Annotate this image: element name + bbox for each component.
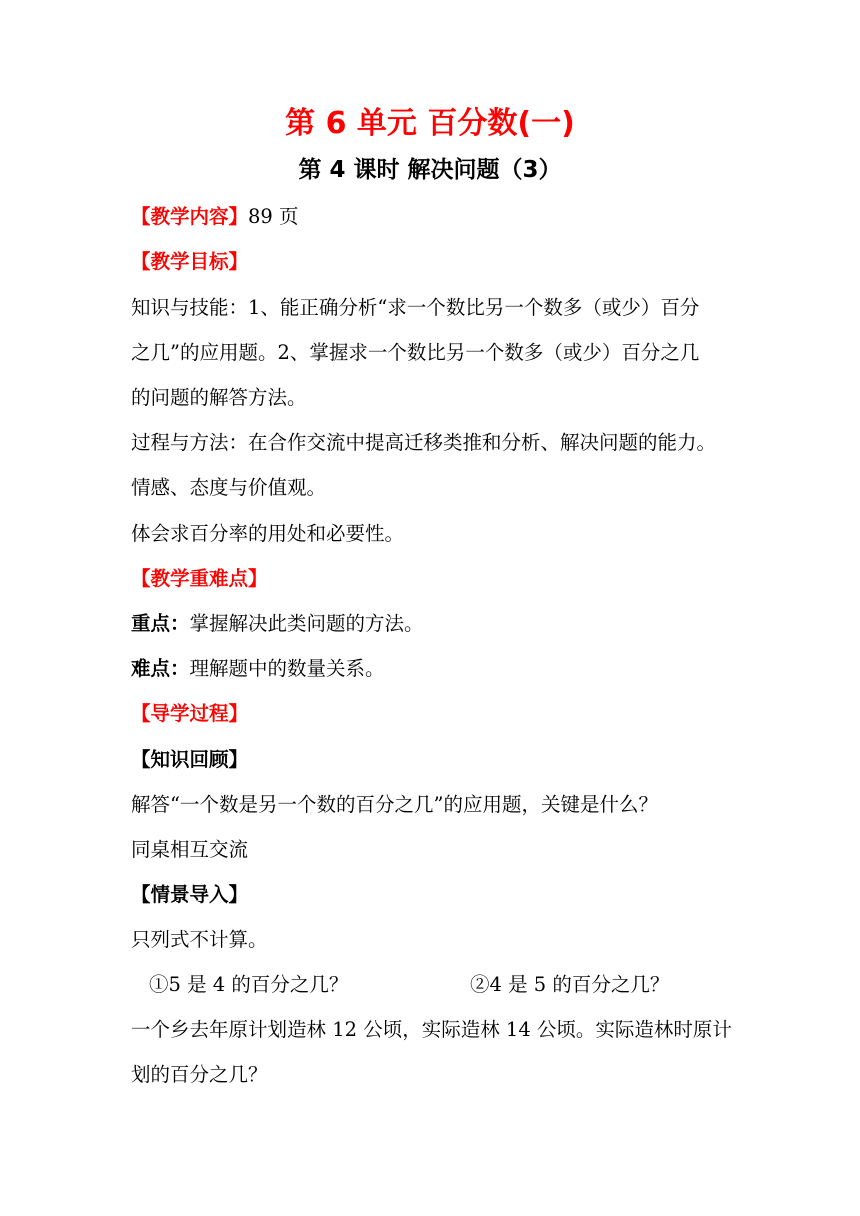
objectives-heading: 【教学目标】 bbox=[131, 250, 249, 273]
key-point-row bbox=[131, 608, 731, 640]
content-row bbox=[131, 201, 731, 233]
difficulty-text: 理解题中的数量关系。 bbox=[189, 657, 385, 680]
process-heading: 【导学过程】 bbox=[131, 702, 249, 725]
objectives-row bbox=[131, 246, 731, 278]
question-two: ②4 是 5 的百分之几？ bbox=[470, 973, 670, 996]
review-heading: 【知识回顾】 bbox=[131, 748, 249, 771]
key-point-label: 重点： bbox=[131, 612, 190, 635]
difficulty-row bbox=[131, 653, 731, 685]
unit-title: 第 6 单元 百分数(一) bbox=[285, 106, 575, 141]
objective-line: 的问题的解答方法。 bbox=[131, 386, 307, 409]
objective-line: 情感、态度与价值观。 bbox=[131, 476, 327, 499]
intro-text: 只列式不计算。 bbox=[131, 928, 268, 951]
review-row bbox=[131, 744, 731, 776]
content-heading: 【教学内容】 bbox=[131, 205, 249, 228]
key-point-text: 掌握解决此类问题的方法。 bbox=[189, 612, 424, 635]
objective-line: 过程与方法：在合作交流中提高迁移类推和分析、解决问题的能力。 bbox=[131, 431, 717, 454]
problem-line: 一个乡去年原计划造林 12 公顷，实际造林 14 公顷。实际造林时原计 bbox=[131, 1018, 732, 1041]
review-line: 同桌相互交流 bbox=[131, 838, 249, 861]
difficulties-heading: 【教学重难点】 bbox=[131, 567, 268, 590]
difficulties-row bbox=[131, 563, 731, 595]
process-row bbox=[131, 698, 731, 730]
review-line: 解答“一个数是另一个数的百分之几”的应用题，关键是什么？ bbox=[131, 793, 658, 816]
problem-line: 划的百分之几？ bbox=[131, 1063, 268, 1086]
difficulty-label: 难点： bbox=[131, 657, 190, 680]
objective-line: 知识与技能：1、能正确分析“求一个数比另一个数多（或少）百分 bbox=[131, 296, 700, 319]
intro-heading: 【情景导入】 bbox=[131, 883, 249, 906]
content-text: 89 页 bbox=[248, 205, 299, 228]
objective-line: 体会求百分率的用处和必要性。 bbox=[131, 522, 405, 545]
question-one: ①5 是 4 的百分之几？ bbox=[149, 973, 349, 996]
objective-line: 之几”的应用题。2、掌握求一个数比另一个数多（或少）百分之几 bbox=[131, 341, 700, 364]
lesson-subtitle: 第 4 课时 解决问题（3） bbox=[298, 157, 562, 183]
intro-row bbox=[131, 879, 731, 911]
